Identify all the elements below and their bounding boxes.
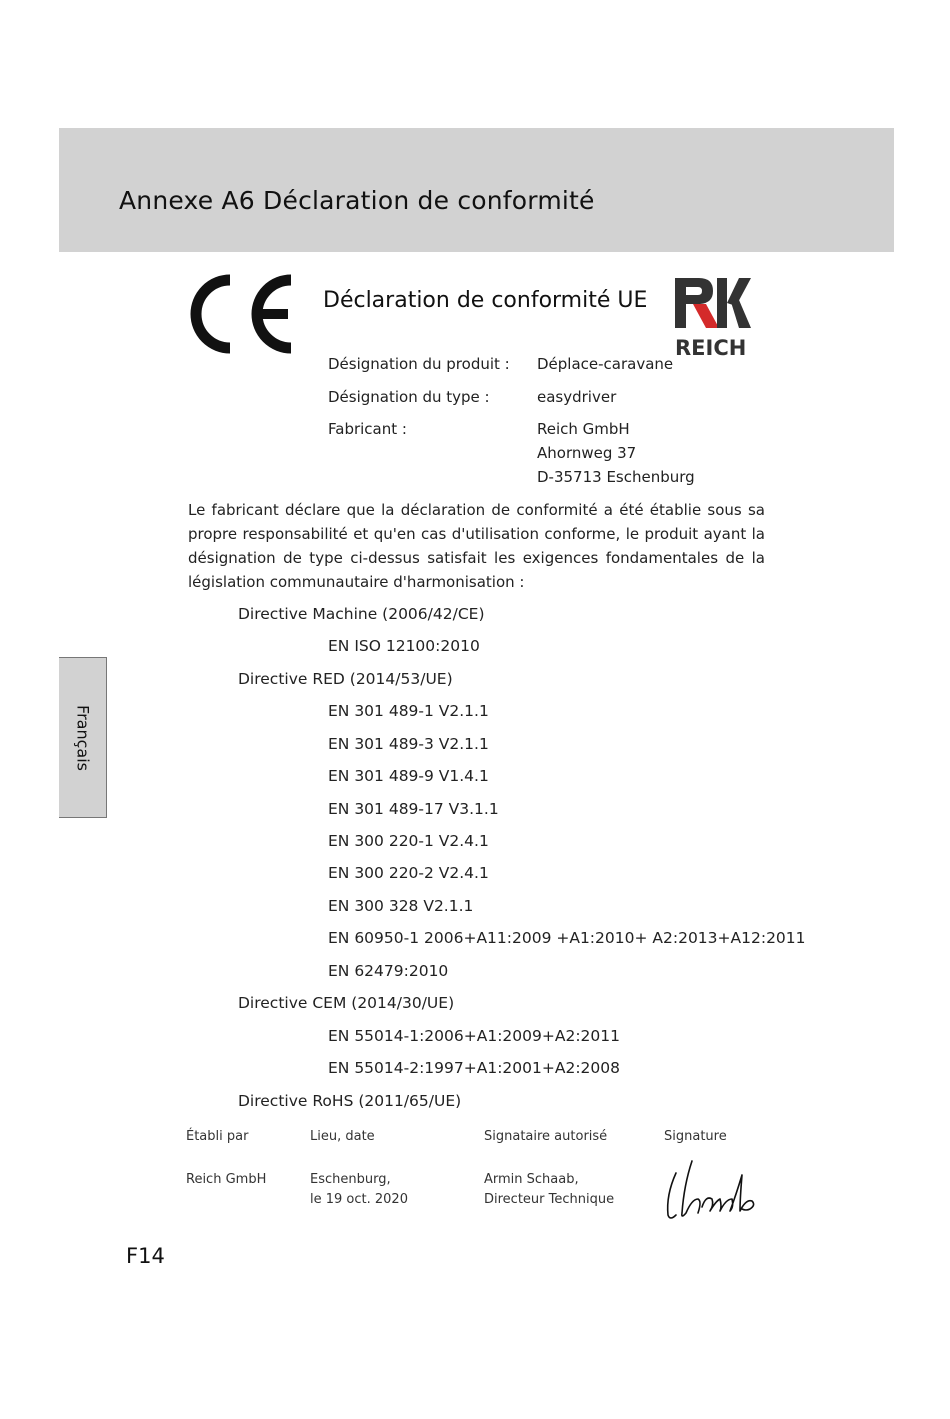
standard-item: EN 55014-2:1997+A1:2001+A2:2008 bbox=[328, 1059, 620, 1077]
language-tab[interactable] bbox=[59, 657, 107, 818]
standard-item: EN 60950-1 2006+A11:2009 +A1:2010+ A2:2013+A12:2011 bbox=[328, 929, 806, 947]
standard-item: EN 300 328 V2.1.1 bbox=[328, 897, 474, 915]
reich-logo-text: REICH bbox=[675, 336, 747, 358]
reich-logo-icon bbox=[673, 276, 753, 358]
place-value: Eschenburg, bbox=[310, 1172, 391, 1187]
type-designation-label: Désignation du type : bbox=[328, 388, 490, 406]
manufacturer-label: Fabricant : bbox=[328, 420, 407, 438]
place-date-header: Lieu, date bbox=[310, 1129, 375, 1144]
declaration-statement: Le fabricant déclare que la déclaration de conformité a été établie sous sa propre responsabilité et qu'en cas d'utilisation conforme, le produit ayant la désignation de type ci-dessus satisfait les exigences fondamentales de la législation communautaire d'harmonisation : bbox=[188, 501, 765, 591]
standard-item: EN 301 489-17 V3.1.1 bbox=[328, 800, 499, 818]
section-header bbox=[59, 128, 894, 252]
page-title: Annexe A6 Déclaration de conformité bbox=[119, 186, 595, 215]
issued-by-value: Reich GmbH bbox=[186, 1172, 267, 1187]
standard-item: EN 300 220-2 V2.4.1 bbox=[328, 864, 489, 882]
signatory-title: Directeur Technique bbox=[484, 1192, 615, 1207]
directive-rohs: Directive RoHS (2011/65/UE) bbox=[238, 1092, 462, 1110]
directive-machine: Directive Machine (2006/42/CE) bbox=[238, 605, 485, 623]
handwritten-signature bbox=[662, 1155, 762, 1221]
type-designation-value: easydriver bbox=[537, 388, 617, 406]
product-designation-value: Déplace-caravane bbox=[537, 355, 674, 373]
declaration-title: Déclaration de conformité UE bbox=[323, 288, 648, 313]
signatory-header: Signataire autorisé bbox=[484, 1129, 608, 1144]
standard-item: EN 300 220-1 V2.4.1 bbox=[328, 832, 489, 850]
standard-item: EN 301 489-1 V2.1.1 bbox=[328, 702, 489, 720]
manufacturer-name: Reich GmbH bbox=[537, 420, 630, 438]
standard-item: EN ISO 12100:2010 bbox=[328, 637, 480, 655]
language-tab-label: Français bbox=[73, 704, 92, 771]
page-number: F14 bbox=[126, 1244, 165, 1268]
signatory-name: Armin Schaab, bbox=[484, 1172, 579, 1187]
standard-item: EN 301 489-3 V2.1.1 bbox=[328, 735, 489, 753]
standard-item: EN 62479:2010 bbox=[328, 962, 449, 980]
directive-red: Directive RED (2014/53/UE) bbox=[238, 670, 453, 688]
product-designation-label: Désignation du produit : bbox=[328, 355, 510, 373]
directive-cem: Directive CEM (2014/30/UE) bbox=[238, 994, 455, 1012]
standard-item: EN 301 489-9 V1.4.1 bbox=[328, 767, 489, 785]
manufacturer-street: Ahornweg 37 bbox=[537, 444, 637, 462]
issued-by-header: Établi par bbox=[186, 1129, 249, 1144]
manufacturer-city: D-35713 Eschenburg bbox=[537, 468, 695, 486]
standard-item: EN 55014-1:2006+A1:2009+A2:2011 bbox=[328, 1027, 620, 1045]
ce-mark-icon bbox=[188, 272, 296, 356]
date-value: le 19 oct. 2020 bbox=[310, 1192, 408, 1207]
signature-header: Signature bbox=[664, 1129, 727, 1144]
